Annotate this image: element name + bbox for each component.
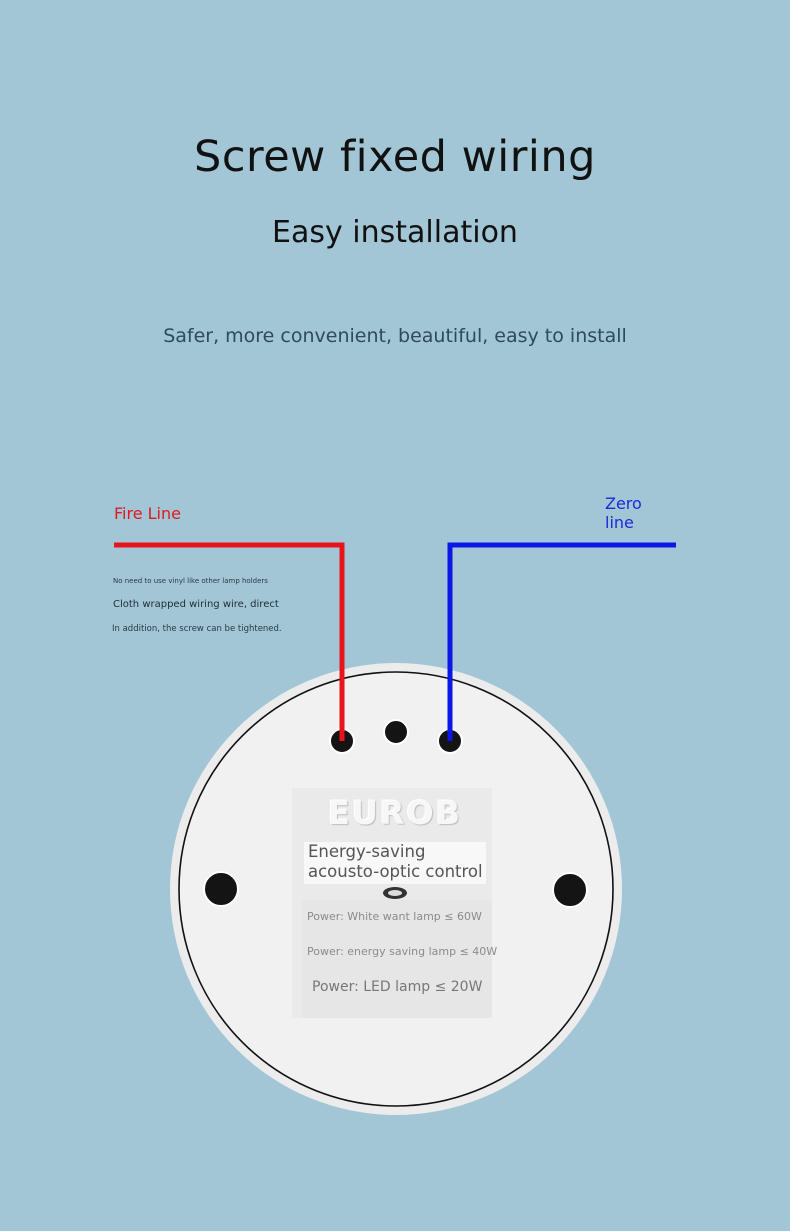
page-title: Screw fixed wiring <box>194 132 596 182</box>
brand-logo: EUROB <box>327 794 463 832</box>
mounting-hole-right <box>553 873 587 907</box>
note-vinyl: No need to use vinyl like other lamp holders <box>113 577 268 585</box>
mounting-hole-left <box>204 872 238 906</box>
spec-energy-saving: Power: energy saving lamp ≤ 40W <box>307 945 498 958</box>
page-subtitle: Easy installation <box>272 215 518 250</box>
terminal-screw-middle <box>384 720 408 744</box>
zero-line-label: Zero line <box>605 494 642 532</box>
spec-led: Power: LED lamp ≤ 20W <box>312 979 483 995</box>
fire-line-label: Fire Line <box>114 504 181 523</box>
tagline: Safer, more convenient, beautiful, easy to install <box>163 325 627 347</box>
spec-incandescent: Power: White want lamp ≤ 60W <box>307 910 482 923</box>
product-name: Energy-saving acousto-optic control <box>308 842 483 881</box>
note-cloth-wire: Cloth wrapped wiring wire, direct <box>113 599 279 610</box>
note-screw: In addition, the screw can be tightened. <box>112 624 282 634</box>
